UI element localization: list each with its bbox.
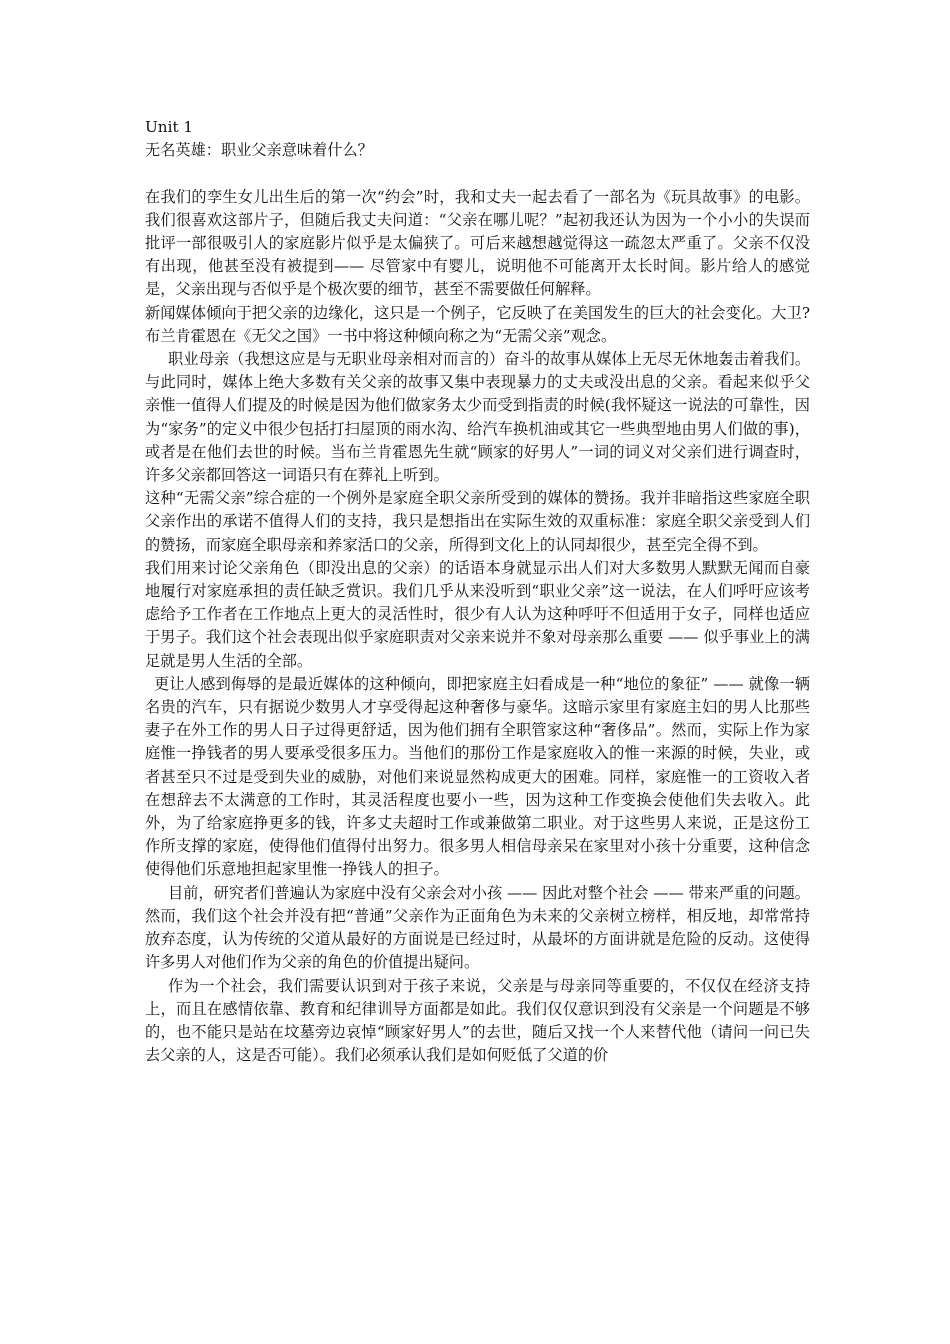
document-title: 无名英雄：职业父亲意味着什么？ (145, 141, 373, 160)
paragraph: 新闻媒体倾向于把父亲的边缘化，这只是一个例子，它反映了在美国发生的巨大的社会变化。大卫?布兰肯霍恩在《无父之国》一书中将这种倾向称之为“无需父亲”观念。 (145, 303, 810, 345)
paragraph: 职业母亲（我想这应是与无职业母亲相对而言的）奋斗的故事从媒体上无尽无休地轰击着我们。与此同时，媒体上绝大多数有关父亲的故事又集中表现暴力的丈夫或没出息的父亲。看起来似乎父亲惟一值得人们提及的时候是因为他们做家务太少而受到指责的时候(我怀疑这一说法的可靠性，因为“家务”的定义中很少包括打扫屋顶的雨水沟、给汽车换机油或其它一些典型地由男人们做的事)，或者是在他们去世的时候。当布兰肯霍恩先生就“顾家的好男人”一词的词义对父亲们进行调查时，许多父亲都回答这一词语只有在葬礼上听到。 (145, 350, 810, 485)
paragraph: 在我们的孪生女儿出生后的第一次“约会”时，我和丈夫一起去看了一部名为《玩具故事》的电影。我们很喜欢这部片子，但随后我丈夫问道：“父亲在哪儿呢？”起初我还认为因为一个小小的失误而批评一部很吸引人的家庭影片似乎是太偏狭了。可后来越想越觉得这一疏忽太严重了。父亲不仅没有出现，他甚至没有被提到—— 尽管家中有婴儿，说明他不可能离开太长时间。影片给人的感觉是，父亲出现与否似乎是个极次要的细节，甚至不需要做任何解释。 (145, 187, 810, 299)
unit-label: Unit 1 (145, 118, 194, 136)
paragraph: 更让人感到侮辱的是最近媒体的这种倾向，即把家庭主妇看成是一种“地位的象征” —— 就像一辆名贵的汽车，只有据说少数男人才享受得起这种奢侈与豪华。这暗示家里有家庭主妇的男人比那些妻子在外工作的男人日子过得更舒适，因为他们拥有全职管家这种“奢侈品”。然而，实际上作为家庭惟一挣钱者的男人要承受很多压力。当他们的那份工作是家庭收入的惟一来源的时候，失业，或者甚至只不过是受到失业的威胁，对他们来说显然构成更大的困难。同样，家庭惟一的工资收入者在想辞去不太满意的工作时，其灵活程度也要小一些，因为这种工作变换会使他们失去收入。此外，为了给家庭挣更多的钱，许多丈夫超时工作或兼做第二职业。对于这些男人来说，正是这份工作所支撑的家庭，使得他们值得付出努力。很多男人相信母亲呆在家里对小孩十分重要，这种信念使得他们乐意地担起家里惟一挣钱人的担子。 (145, 674, 810, 879)
blank-line (145, 162, 810, 185)
paragraph: 目前，研究者们普遍认为家庭中没有父亲会对小孩 —— 因此对整个社会 —— 带来严重的问题。然而，我们这个社会并没有把“普通”父亲作为正面角色为未来的父亲树立榜样，相反地，却常常持放弃态度，认为传统的父道从最好的方面说是已经过时，从最坏的方面讲就是危险的反动。这使得许多男人对他们作为父亲的角色的价值提出疑问。 (145, 883, 810, 972)
paragraph: 我们用来讨论父亲角色（即没出息的父亲）的话语本身就显示出人们对大多数男人默默无闻而自豪地履行对家庭承担的责任缺乏赏识。我们几乎从来没听到“职业父亲”这一说法，在人们呼吁应该考虑给予工作者在工作地点上更大的灵活性时，很少有人认为这种呼吁不但适用于女子，同样也适应于男子。我们这个社会表现出似乎家庭职责对父亲来说并不象对母亲那么重要 —— 似乎事业上的满足就是男人生活的全部。 (145, 558, 810, 670)
paragraph: 作为一个社会，我们需要认识到对于孩子来说，父亲是与母亲同等重要的，不仅仅在经济支持上，而且在感情依靠、教育和纪律训导方面都是如此。我们仅仅意识到没有父亲是一个问题是不够的，也不能只是站在坟墓旁边哀悼“顾家好男人”的去世，随后又找一个人来替代他（请问一问已失去父亲的人，这是否可能）。我们必须承认我们是如何贬低了父道的价 (145, 976, 810, 1065)
paragraph: 这种“无需父亲”综合症的一个例外是家庭全职父亲所受到的媒体的赞扬。我并非暗指这些家庭全职父亲作出的承诺不值得人们的支持，我只是想指出在实际生效的双重标准：家庭全职父亲受到人们的赞扬，而家庭全职母亲和养家活口的父亲，所得到文化上的认同却很少，甚至完全得不到。 (145, 489, 810, 554)
document-page (145, 116, 810, 1067)
